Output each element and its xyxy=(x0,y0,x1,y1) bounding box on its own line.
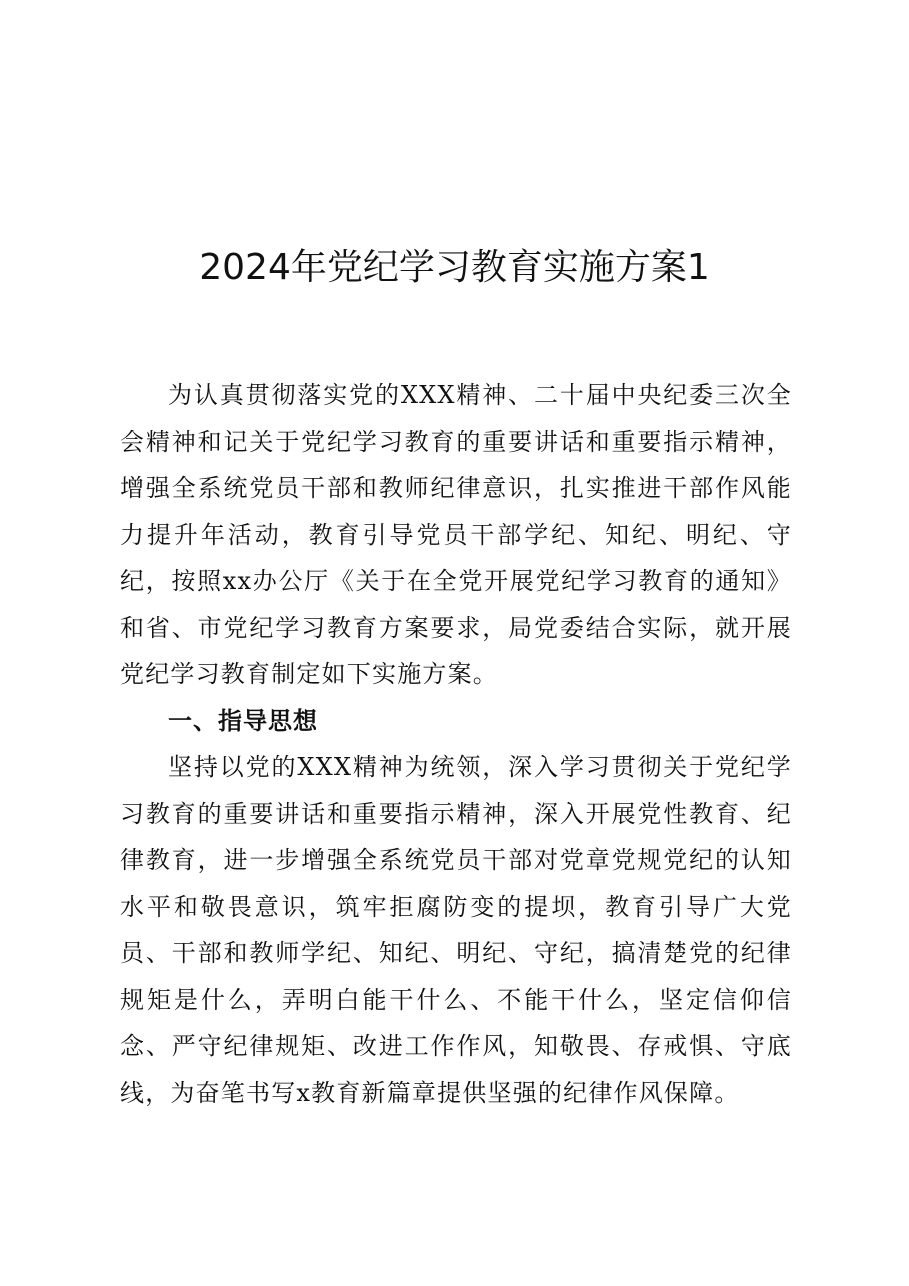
document-body xyxy=(120,372,792,1116)
section-heading-guiding-ideology: 一、指导思想 xyxy=(168,706,318,735)
section-paragraph-guiding-ideology: 坚持以党的XXX精神为统领，深入学习贯彻关于党纪学习教育的重要讲话和重要指示精神，深入开展党性教育、纪律教育，进一步增强全系统党员干部对党章党规党纪的认知水平和敬畏意识，筑牢拒腐防变的提坝，教育引导广大党员、干部和教师学纪、知纪、明纪、守纪，搞清楚党的纪律规矩是什么，弄明白能干什么、不能干什么，坚定信仰信念、严守纪律规矩、改进工作作风，知敬畏、存戒惧、守底线，为奋笔书写x教育新篇章提供坚强的纪律作风保障。 xyxy=(120,753,792,1107)
intro-paragraph: 为认真贯彻落实党的XXX精神、二十届中央纪委三次全会精神和记关于党纪学习教育的重要讲话和重要指示精神，增强全系统党员干部和教师纪律意识，扎实推进干部作风能力提升年活动，教育引导党员干部学纪、知纪、明纪、守纪，按照xx办公厅《关于在全党开展党纪学习教育的通知》和省、市党纪学习教育方案要求，局党委结合实际，就开展党纪学习教育制定如下实施方案。 xyxy=(120,381,792,688)
document-title: 2024年党纪学习教育实施方案1 xyxy=(199,247,710,288)
